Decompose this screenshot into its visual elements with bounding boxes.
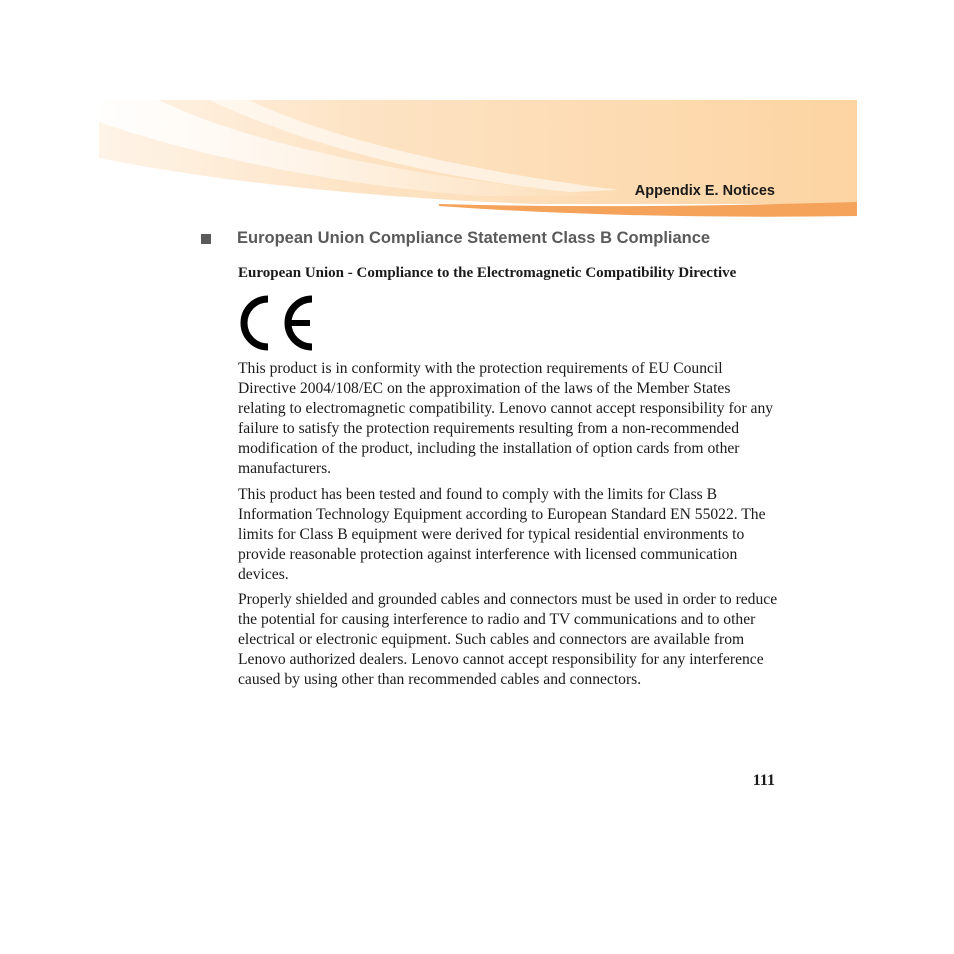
paragraph-testing: This product has been tested and found to comply with the limits for Class B Information Technology Equipment according to European Standard EN 55022. The limits for Class B equipment were derived for typical residential environments to provide reasonable protection against interference with licensed communication devices. [238, 485, 766, 583]
section-header [201, 229, 781, 248]
page-number: 111 [752, 772, 775, 789]
ce-mark-icon [238, 295, 318, 351]
square-bullet-icon [201, 234, 211, 244]
paragraph-cables: Properly shielded and grounded cables and connectors must be used in order to reduce the potential for causing interference to radio and TV communications and to other electrical or electronic equipment. Such cables and connectors are available from Lenovo authorized dealers. Lenovo cannot accept responsibility for any interference caused by using other than recommended cables and connectors. [238, 591, 778, 689]
main-content [238, 263, 778, 696]
paragraph-conformity: This product is in conformity with the protection requirements of EU Council Directive 2004/108/EC on the approximation of the laws of the Member States relating to electromagnetic compatibility. Lenovo cannot accept responsibility for any failure to satisfy the protection requirements resulting from a non-recommended modification of the product, including the installation of option cards from other manufacturers. [238, 360, 774, 478]
header-decoration [99, 100, 857, 218]
header-swoosh-graphic [99, 100, 857, 218]
sub-heading: European Union - Compliance to the Electromagnetic Compatibility Directive [238, 265, 737, 281]
running-header-title: Appendix E. Notices [634, 183, 775, 199]
section-heading [201, 229, 781, 248]
section-heading-text: European Union Compliance Statement Class B Compliance [237, 229, 711, 247]
